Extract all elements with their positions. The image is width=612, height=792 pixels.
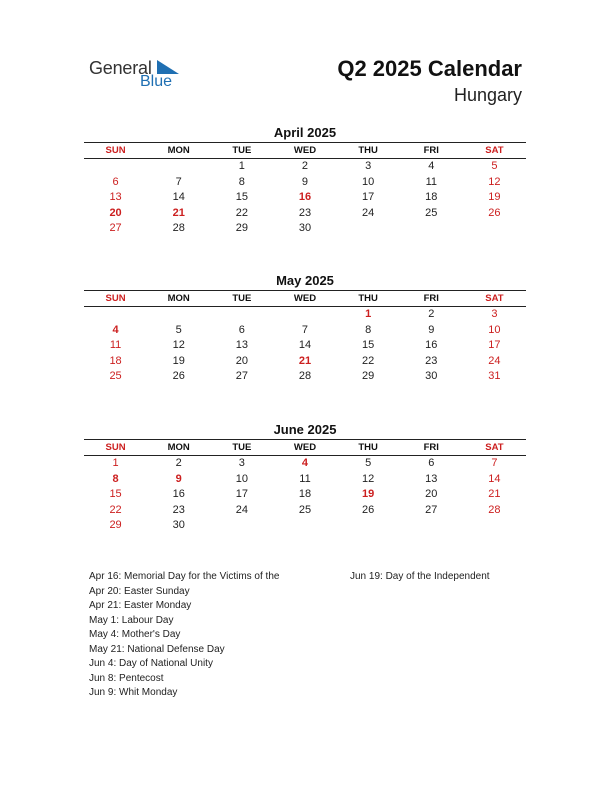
day-cell: 8 <box>112 472 119 485</box>
day-cell: 8 <box>238 175 245 188</box>
empty-day-cell <box>400 518 463 534</box>
day-cell: 6 <box>112 175 119 188</box>
day-cell: 2 <box>301 160 309 172</box>
weekday-label: TUE <box>232 442 252 453</box>
week-row <box>84 456 526 472</box>
week-row <box>84 307 526 323</box>
day-cell: 27 <box>109 222 122 235</box>
holiday-item: Jun 8: Pentecost <box>89 672 164 684</box>
day-cell: 14 <box>298 339 312 352</box>
week-row <box>84 472 526 488</box>
day-cell: 6 <box>238 323 245 336</box>
empty-day-cell <box>147 159 210 175</box>
empty-day-cell <box>337 221 400 237</box>
day-cell: 9 <box>428 323 435 336</box>
day-cell: 28 <box>298 370 312 383</box>
weekday-label: TUE <box>232 145 252 156</box>
day-cell: 13 <box>425 472 438 485</box>
day-cell: 24 <box>362 206 375 219</box>
day-cell: 19 <box>362 488 375 501</box>
day-cell: 19 <box>488 191 501 204</box>
day-cell: 4 <box>112 323 119 336</box>
day-cell: 25 <box>109 370 122 383</box>
empty-day-cell <box>337 518 400 534</box>
holiday-item: May 21: National Defense Day <box>89 643 225 655</box>
week-row <box>84 175 526 191</box>
month-may <box>84 272 526 385</box>
holiday-item: May 4: Mother's Day <box>89 629 181 640</box>
holiday-item: Apr 16: Memorial Day for the Victims of the <box>89 571 280 582</box>
holiday-item: Apr 20: Easter Sunday <box>89 585 190 597</box>
day-cell: 5 <box>365 457 372 469</box>
empty-day-cell <box>84 307 147 323</box>
day-cell: 12 <box>362 472 375 485</box>
month-title: May 2025 <box>276 273 334 288</box>
weekday-label: TUE <box>232 293 252 304</box>
weekday-label: THU <box>358 293 378 304</box>
day-cell: 20 <box>109 206 122 219</box>
weekday-label: WED <box>293 442 317 453</box>
day-cell: 14 <box>488 472 501 485</box>
day-cell: 18 <box>425 191 438 204</box>
day-cell: 17 <box>235 488 248 501</box>
day-cell: 29 <box>235 222 248 235</box>
week-row <box>84 159 526 175</box>
holiday-item: Jun 9: Whit Monday <box>89 687 178 698</box>
weekday-header-row <box>84 439 526 456</box>
weekday-label: SUN <box>105 442 126 453</box>
week-row <box>84 221 526 237</box>
day-cell: 4 <box>301 457 309 469</box>
day-cell: 21 <box>172 206 185 219</box>
weekday-label: FRI <box>423 145 439 156</box>
weekday-label: THU <box>358 145 378 156</box>
week-row <box>84 369 526 385</box>
day-cell: 20 <box>235 354 248 367</box>
day-cell: 14 <box>172 191 185 204</box>
holiday-list <box>89 570 339 701</box>
day-cell: 15 <box>235 191 248 204</box>
day-cell: 12 <box>172 339 185 352</box>
weekday-label: FRI <box>423 293 439 304</box>
weekday-label: SAT <box>485 293 504 304</box>
day-cell: 28 <box>172 222 185 235</box>
logo-text-blue: Blue <box>140 73 173 90</box>
day-cell: 27 <box>425 503 438 516</box>
weekday-label: THU <box>358 442 378 453</box>
day-cell: 16 <box>425 339 438 352</box>
empty-day-cell <box>463 518 526 534</box>
holiday-item: May 1: Labour Day <box>89 614 174 626</box>
day-cell: 6 <box>428 457 435 469</box>
day-cell: 23 <box>298 206 312 219</box>
day-cell: 15 <box>109 488 122 501</box>
month-title: April 2025 <box>273 125 337 140</box>
empty-day-cell <box>400 221 463 237</box>
day-cell: 30 <box>172 519 185 532</box>
day-cell: 26 <box>488 206 501 219</box>
day-cell: 12 <box>488 175 501 188</box>
day-cell: 15 <box>362 339 375 352</box>
day-cell: 7 <box>175 175 182 188</box>
day-cell: 7 <box>491 457 498 469</box>
empty-day-cell <box>273 307 336 323</box>
week-row <box>84 487 526 503</box>
day-cell: 22 <box>362 354 375 367</box>
weekday-label: WED <box>293 145 317 156</box>
day-cell: 19 <box>172 354 185 367</box>
day-cell: 5 <box>491 160 498 172</box>
day-cell: 17 <box>488 339 501 352</box>
day-cell: 23 <box>425 354 438 367</box>
month-june <box>84 421 526 534</box>
day-cell: 13 <box>109 191 122 204</box>
day-cell: 26 <box>362 503 375 516</box>
day-cell: 5 <box>175 323 182 336</box>
holiday-item: Apr 21: Easter Monday <box>89 600 192 611</box>
day-cell: 30 <box>298 222 312 235</box>
day-cell: 21 <box>488 488 501 501</box>
weekday-label: SUN <box>105 293 126 304</box>
day-cell: 31 <box>488 370 501 383</box>
weekday-label: MON <box>167 442 190 453</box>
weekday-label: WED <box>293 293 317 304</box>
day-cell: 1 <box>112 457 119 469</box>
page-title: Q2 2025 Calendar <box>337 56 522 81</box>
day-cell: 7 <box>301 323 309 336</box>
day-cell: 16 <box>298 191 312 204</box>
holiday-item: Jun 4: Day of National Unity <box>89 658 213 669</box>
day-cell: 17 <box>362 191 375 204</box>
day-cell: 26 <box>172 370 185 383</box>
day-cell: 13 <box>235 339 248 352</box>
day-cell: 24 <box>488 354 501 367</box>
day-cell: 29 <box>109 519 122 532</box>
weekday-label: SAT <box>485 145 504 156</box>
day-cell: 10 <box>235 472 248 485</box>
holiday-list-right <box>350 570 530 585</box>
empty-day-cell <box>273 518 336 534</box>
month-april <box>84 124 526 237</box>
day-cell: 25 <box>425 206 438 219</box>
day-cell: 18 <box>298 488 312 501</box>
country-subtitle: Hungary <box>453 85 522 105</box>
empty-day-cell <box>210 307 273 323</box>
weekday-label: SAT <box>485 442 504 453</box>
week-row <box>84 323 526 339</box>
day-cell: 21 <box>298 354 312 367</box>
day-cell: 2 <box>175 457 182 469</box>
day-cell: 20 <box>425 488 438 501</box>
day-cell: 16 <box>172 488 185 501</box>
weekday-label: MON <box>167 293 190 304</box>
logo-text-general: General <box>89 58 152 78</box>
day-cell: 18 <box>109 354 122 367</box>
empty-day-cell <box>463 221 526 237</box>
week-row <box>84 503 526 519</box>
empty-day-cell <box>210 518 273 534</box>
day-cell: 2 <box>428 308 435 320</box>
day-cell: 8 <box>365 323 372 336</box>
holiday-item: Jun 19: Day of the Independent <box>350 571 490 582</box>
week-row <box>84 206 526 222</box>
day-cell: 9 <box>175 472 182 485</box>
day-cell: 11 <box>109 339 122 352</box>
day-cell: 1 <box>238 160 245 172</box>
day-cell: 27 <box>235 370 248 383</box>
weekday-label: MON <box>167 145 190 156</box>
weekday-header-row <box>84 142 526 159</box>
day-cell: 22 <box>235 206 248 219</box>
day-cell: 24 <box>235 503 248 516</box>
week-row <box>84 190 526 206</box>
day-cell: 28 <box>488 503 501 516</box>
weekday-label: SUN <box>105 145 126 156</box>
week-row <box>84 338 526 354</box>
day-cell: 9 <box>301 175 309 188</box>
day-cell: 11 <box>425 175 437 188</box>
generalblue-logo <box>89 58 189 92</box>
month-title: June 2025 <box>273 422 337 437</box>
day-cell: 25 <box>298 503 312 516</box>
day-cell: 4 <box>428 160 435 172</box>
weekday-label: FRI <box>423 442 439 453</box>
day-cell: 3 <box>491 308 498 320</box>
day-cell: 10 <box>362 175 375 188</box>
logo-triangle-icon <box>157 60 179 74</box>
day-cell: 10 <box>488 323 501 336</box>
day-cell: 30 <box>425 370 438 383</box>
day-cell: 29 <box>362 370 375 383</box>
day-cell: 23 <box>172 503 185 516</box>
weekday-header-row <box>84 290 526 307</box>
day-cell: 1 <box>365 308 372 320</box>
day-cell: 3 <box>365 160 372 172</box>
day-cell: 11 <box>299 472 311 485</box>
empty-day-cell <box>147 307 210 323</box>
day-cell: 22 <box>109 503 122 516</box>
day-cell: 3 <box>238 457 245 469</box>
empty-day-cell <box>84 159 147 175</box>
week-row <box>84 518 526 534</box>
week-row <box>84 354 526 370</box>
